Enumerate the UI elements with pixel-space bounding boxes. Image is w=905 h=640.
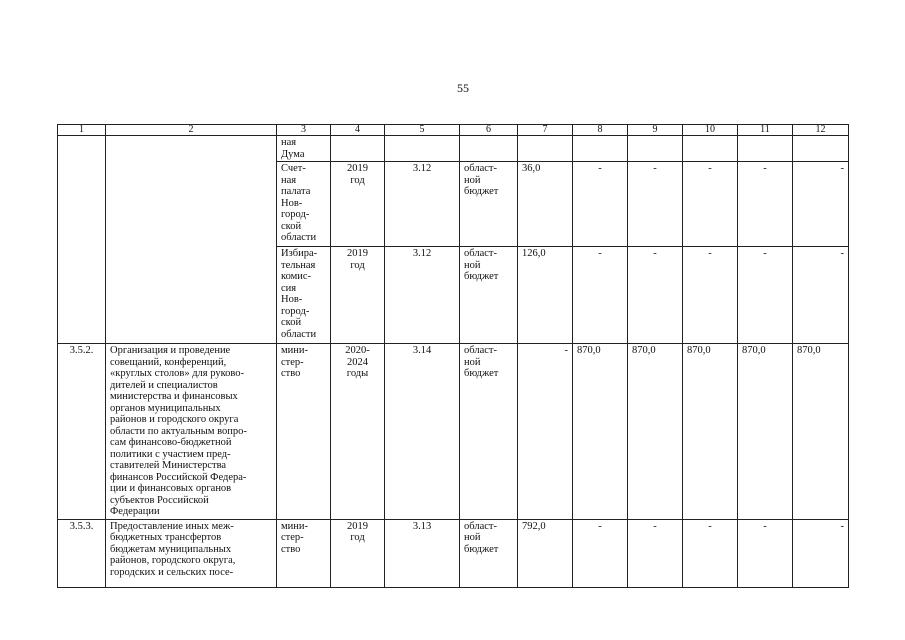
row-value — [628, 136, 683, 162]
row-target: 3.13 — [385, 519, 460, 587]
row-number: 3.5.3. — [58, 519, 106, 587]
row-value: 870,0 — [793, 344, 849, 520]
row-executor: мини- стер- ство — [277, 344, 331, 520]
row-value: 36,0 — [518, 162, 573, 247]
row-value: 792,0 — [518, 519, 573, 587]
row-executor: мини- стер- ство — [277, 519, 331, 587]
row-source: област- ной бюджет — [460, 162, 518, 247]
row-term: 2020- 2024 годы — [331, 344, 385, 520]
column-header: 4 — [331, 125, 385, 136]
column-header: 8 — [573, 125, 628, 136]
row-executor: ная Дума — [277, 136, 331, 162]
column-header: 1 — [58, 125, 106, 136]
row-target: 3.12 — [385, 162, 460, 247]
table-row — [58, 519, 849, 587]
row-value: - — [683, 162, 738, 247]
row-term: 2019 год — [331, 162, 385, 247]
row-value: - — [628, 519, 683, 587]
row-value — [738, 136, 793, 162]
row-term: 2019 год — [331, 247, 385, 344]
budget-table — [57, 124, 849, 588]
column-header: 6 — [460, 125, 518, 136]
table-header-row — [58, 125, 849, 136]
row-value: 126,0 — [518, 247, 573, 344]
row-target: 3.14 — [385, 344, 460, 520]
column-header: 7 — [518, 125, 573, 136]
row-source: област- ной бюджет — [460, 247, 518, 344]
row-number: 3.5.2. — [58, 344, 106, 520]
row-value: - — [518, 344, 573, 520]
row-source — [460, 136, 518, 162]
row-value: - — [738, 162, 793, 247]
row-target — [385, 136, 460, 162]
column-header: 9 — [628, 125, 683, 136]
row-value: - — [793, 162, 849, 247]
row-value — [518, 136, 573, 162]
row-value: - — [793, 247, 849, 344]
row-value — [573, 136, 628, 162]
column-header: 10 — [683, 125, 738, 136]
row-value: - — [628, 162, 683, 247]
row-value: 870,0 — [683, 344, 738, 520]
row-source: област- ной бюджет — [460, 519, 518, 587]
row-value: - — [738, 247, 793, 344]
row-value: - — [683, 519, 738, 587]
row-executor: Избира- тельная комис- сия Нов- город- ской области — [277, 247, 331, 344]
row-value: - — [573, 162, 628, 247]
row-value — [683, 136, 738, 162]
row-term: 2019 год — [331, 519, 385, 587]
row-value: 870,0 — [738, 344, 793, 520]
table-row — [58, 136, 849, 162]
row-term — [331, 136, 385, 162]
row-source: област- ной бюджет — [460, 344, 518, 520]
row-value: - — [683, 247, 738, 344]
row-value: 870,0 — [573, 344, 628, 520]
row-value: - — [573, 519, 628, 587]
row-name: Предоставление иных меж- бюджетных трансфертов бюджетам муниципальных районов, городского округа, городских и сельских посе- — [106, 519, 277, 587]
row-number — [58, 136, 106, 344]
column-header: 3 — [277, 125, 331, 136]
row-value: - — [793, 519, 849, 587]
column-header: 5 — [385, 125, 460, 136]
row-name: Организация и проведение совещаний, конференций, «круглых столов» для руково- дителей и специалистов министерства и финансовых органов муниципальных районов и городского округа области по актуальным вопро- сам финансово-бюджетной политики с участием пред- ставителей Министерства финансов Российской Федера- ции и финансовых органов субъектов Российской Федерации — [106, 344, 277, 520]
column-header: 12 — [793, 125, 849, 136]
column-header: 2 — [106, 125, 277, 136]
row-value: - — [573, 247, 628, 344]
page-number: 55 — [457, 81, 469, 95]
column-header: 11 — [738, 125, 793, 136]
row-target: 3.12 — [385, 247, 460, 344]
row-executor: Счет- ная палата Нов- город- ской области — [277, 162, 331, 247]
row-value: - — [738, 519, 793, 587]
table-row — [58, 344, 849, 520]
row-value: - — [628, 247, 683, 344]
row-value: 870,0 — [628, 344, 683, 520]
row-value — [793, 136, 849, 162]
row-name — [106, 136, 277, 344]
